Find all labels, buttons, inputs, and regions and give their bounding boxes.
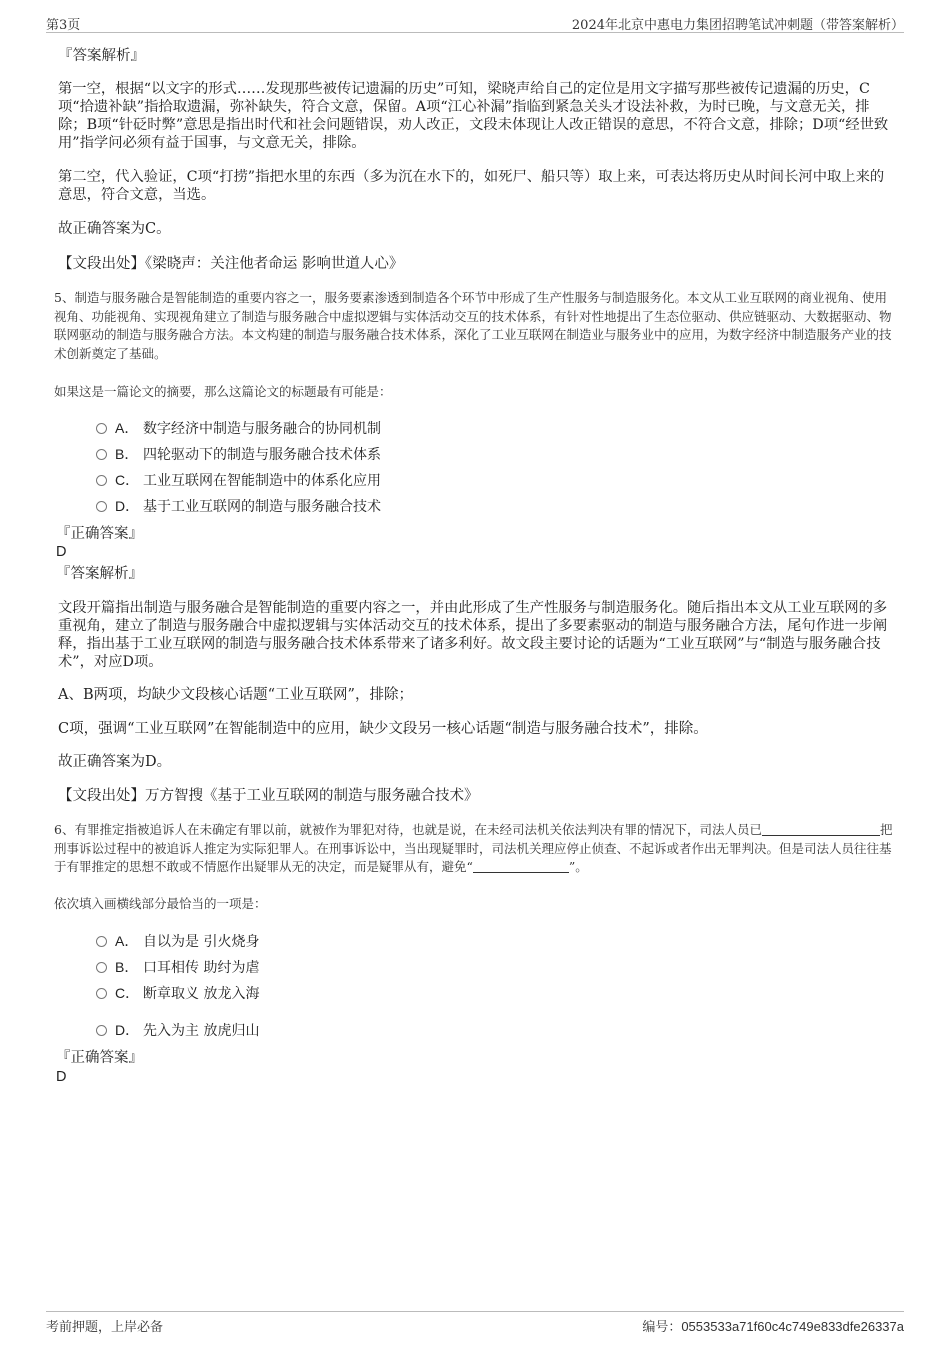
footer-code [642, 1316, 904, 1335]
page-number: 第3页 [46, 18, 81, 33]
footer-code-label: 编号： [642, 1320, 682, 1335]
q4-analysis-para1: 第一空，根据“以文字的形式……发现那些被传记遗漏的历史”可知，梁晓声给自己的定位是用文字描写那些被传记遗漏的历史，C项“拾遗补缺”指拾取遗漏，弥补缺失，符合文意，保留。A项“江心补漏”指临到紧急关头才设法补救，为时已晚，与文意无关，排除；B项“针砭时弊”意思是指出时代和社会问题错误，劝人改正，文段未体现让人改正错误的意思，不符合文意，排除；D项“经世致用”指学问必须有益于国事，与文意无关，排除。 [58, 81, 889, 151]
option-letter: B． [115, 446, 139, 462]
q6-option-a[interactable] [96, 932, 259, 951]
document-title: 2024年北京中惠电力集团招聘笔试冲刺题（带答案解析） [571, 18, 904, 33]
option-letter: B． [115, 959, 139, 975]
q5-source: 【文段出处】万方智搜《基于工业互联网的制造与服务融合技术》 [58, 788, 479, 804]
q5-stem: 5、制造与服务融合是智能制造的重要内容之一，服务要素渗透到制造各个环节中形成了生产性服务与制造服务化。本文从工业互联网的商业视角、使用视角、功能视角、实现视角建立了制造与服务融合中虚拟逻辑与实体活动交互的技术体系，有针对性地提出了生态位驱动、供应链驱动、大数据驱动、物联网驱动的制造与服务融合方法。本文构建的制造与服务融合技术体系，深化了工业互联网在制造业与服务业中的应用，为数字经济中制造服务产业的技术创新奠定了基础。 [54, 290, 892, 361]
footer-code-value: 0553533a71f60c4c749e833dfe26337a [681, 1319, 904, 1334]
radio-icon[interactable] [96, 936, 107, 947]
q5-option-d[interactable] [96, 497, 381, 516]
page-footer [46, 1311, 904, 1334]
radio-icon[interactable] [96, 1025, 107, 1036]
q4-source: 【文段出处】《梁晓声：关注他者命运 影响世道人心》 [58, 256, 404, 272]
q6-option-d[interactable] [96, 1021, 259, 1040]
q6-answer: D [56, 1069, 67, 1085]
radio-icon[interactable] [96, 423, 107, 434]
radio-icon[interactable] [96, 988, 107, 999]
q6-question: 依次填入画横线部分最恰当的一项是： [54, 896, 267, 911]
option-text: 基于工业互联网的制造与服务融合技术 [143, 499, 381, 515]
q5-answer-label: 『正确答案』 [56, 526, 143, 542]
q4-analysis-label: 『答案解析』 [58, 48, 145, 64]
option-text: 数字经济中制造与服务融合的协同机制 [143, 421, 381, 437]
answer-blank-2 [473, 860, 569, 873]
option-text: 断章取义 放龙入海 [143, 986, 260, 1002]
q5-option-b[interactable] [96, 445, 381, 464]
q6-stem-part1: 6、有罪推定指被追诉人在未确定有罪以前，就被作为罪犯对待，也就是说，在未经司法机关依法判决有罪的情况下，司法人员已 [54, 822, 762, 837]
option-letter: A． [115, 420, 139, 436]
footer-slogan: 考前押题，上岸必备 [46, 1320, 164, 1335]
q5-analysis-label: 『答案解析』 [56, 566, 143, 582]
q6-stem [54, 821, 894, 877]
q5-question: 如果这是一篇论文的摘要，那么这篇论文的标题最有可能是： [54, 384, 392, 399]
q5-analysis-para2: A、B两项，均缺少文段核心话题“工业互联网”，排除； [58, 687, 413, 703]
option-letter: D． [115, 1022, 140, 1038]
option-letter: A． [115, 933, 139, 949]
answer-blank-1 [762, 823, 880, 836]
option-text: 工业互联网在智能制造中的体系化应用 [143, 473, 381, 489]
q5-analysis-para4: 故正确答案为D。 [58, 754, 172, 770]
page-header [46, 12, 904, 33]
q4-analysis-para3: 故正确答案为C。 [58, 221, 171, 237]
q6-answer-label: 『正确答案』 [56, 1050, 143, 1066]
option-text: 四轮驱动下的制造与服务融合技术体系 [143, 447, 381, 463]
q5-answer: D [56, 544, 67, 560]
option-text: 自以为是 引火烧身 [143, 934, 260, 950]
q6-option-b[interactable] [96, 958, 259, 977]
option-letter: C． [115, 472, 140, 488]
q5-option-a[interactable] [96, 419, 381, 438]
q6-stem-part3: ”。 [568, 859, 588, 874]
radio-icon[interactable] [96, 501, 107, 512]
q6-option-c[interactable] [96, 984, 259, 1003]
radio-icon[interactable] [96, 962, 107, 973]
q6-stem-part2: 把刑事诉讼过程中的被追诉人推定为实际犯罪人。在刑事诉讼中，当出现疑罪时，司法机关理应停止侦查、不起诉或者作出无罪判决。但是司法人员往往基于有罪推定的思想不敢或不情愿作出疑罪从无的决定，而是疑罪从有，避免“ [54, 822, 893, 874]
q5-analysis-para1: 文段开篇指出制造与服务融合是智能制造的重要内容之一，并由此形成了生产性服务与制造服务化。随后指出本文从工业互联网的多重视角，建立了制造与服务融合中虚拟逻辑与实体活动交互的技术体系，提出了多要素驱动的制造与服务融合方法，尾句作进一步阐释，指出基于工业互联网的制造与服务融合技术体系带来了诸多利好。故文段主要讨论的话题为“工业互联网”与“制造与服务融合技术”，对应D项。 [58, 600, 888, 670]
option-letter: D． [115, 498, 140, 514]
q5-analysis-para3: C项，强调“工业互联网”在智能制造中的应用，缺少文段另一核心话题“制造与服务融合技术”，排除。 [58, 721, 708, 737]
option-text: 口耳相传 助纣为虐 [143, 960, 260, 976]
option-text: 先入为主 放虎归山 [143, 1023, 260, 1039]
option-letter: C． [115, 985, 140, 1001]
radio-icon[interactable] [96, 449, 107, 460]
q5-option-c[interactable] [96, 471, 381, 490]
q4-analysis-para2: 第二空，代入验证，C项“打捞”指把水里的东西（多为沉在水下的，如死尸、船只等）取上来，可表达将历史从时间长河中取上来的意思，符合文意，当选。 [58, 169, 885, 203]
radio-icon[interactable] [96, 475, 107, 486]
